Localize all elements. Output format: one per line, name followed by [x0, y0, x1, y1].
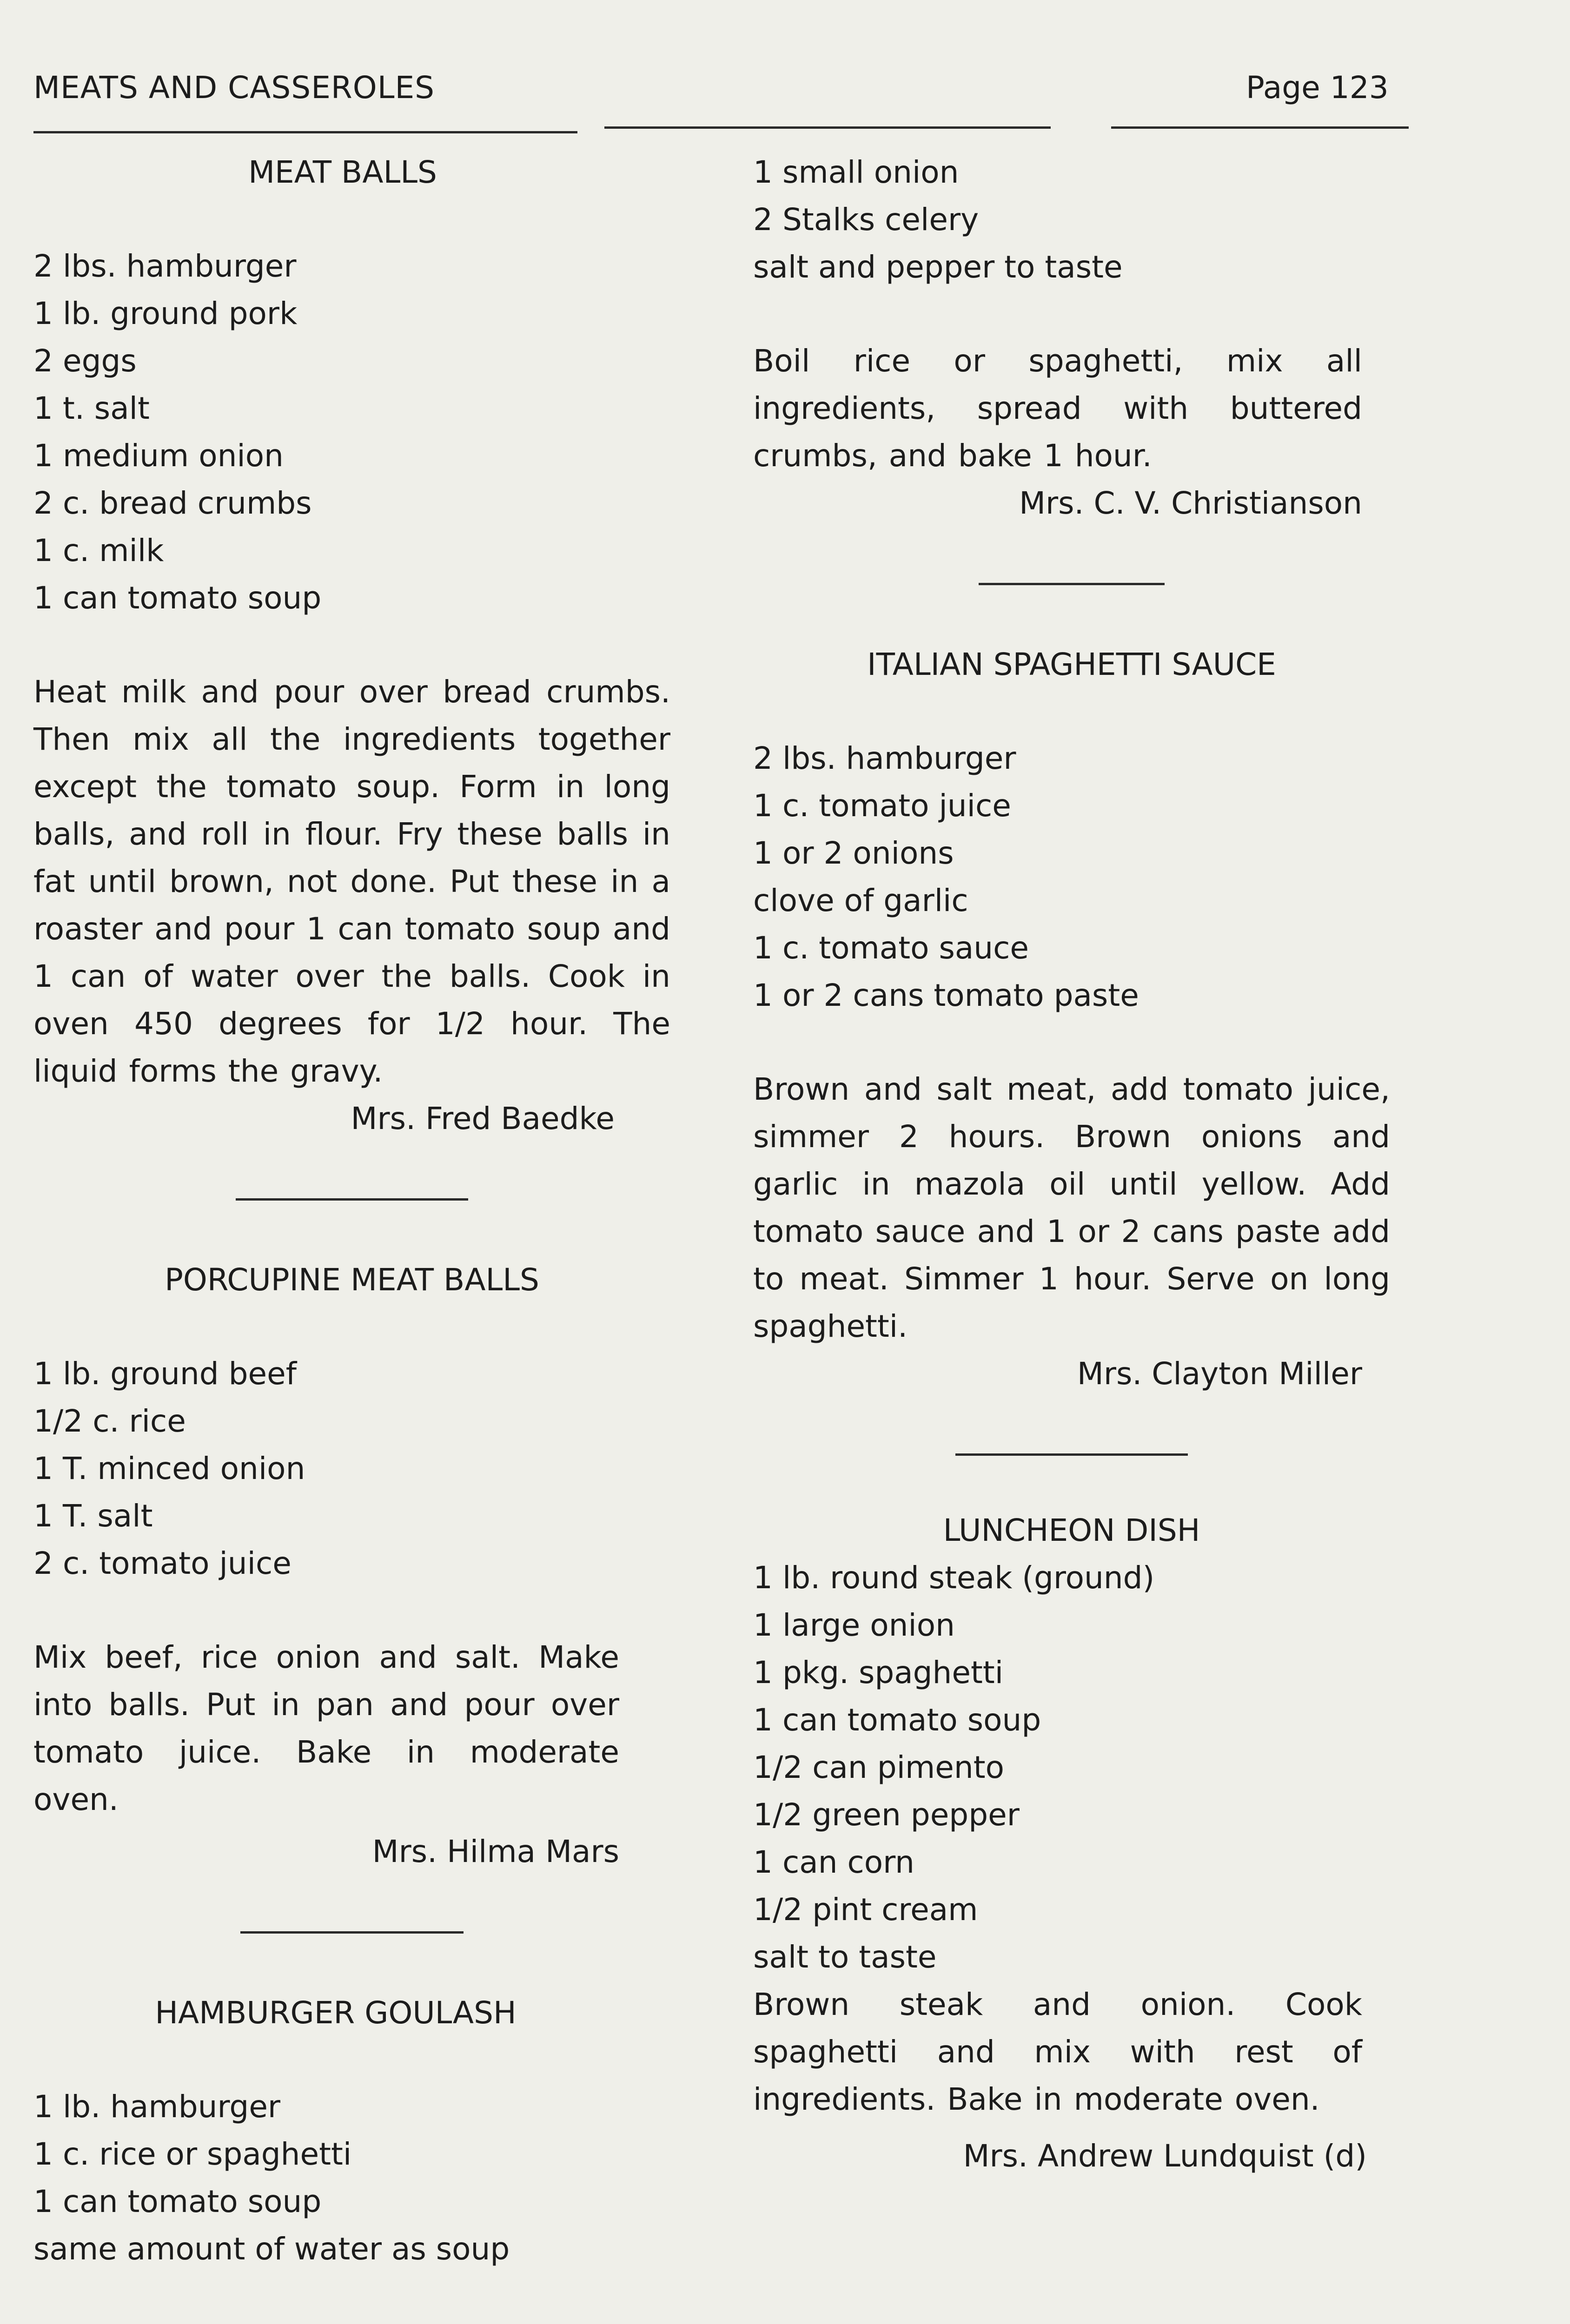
recipe-directions: Brown steak and onion. Cook spaghetti and mix with rest of ingredients. Bake in moderate oven. [753, 1987, 1362, 2117]
recipe-directions: Boil rice or spaghetti, mix all ingredients, spread with buttered crumbs, and bake 1 hour. [753, 343, 1362, 474]
ingredient: 1 can tomato soup [33, 2184, 322, 2219]
ingredient: 2 c. tomato juice [33, 1545, 291, 1581]
ingredient: 1 c. tomato juice [753, 788, 1011, 824]
recipe-hamburger-goulash-continued [753, 149, 1390, 527]
recipe-luncheon-dish [753, 1507, 1390, 2180]
recipe-directions: Brown and salt meat, add tomato juice, simmer 2 hours. Brown onions and garlic in mazola oil until yellow. Add tomato sauce and 1 or 2 cans paste add to meat. Simmer 1 hour. Serve on long spaghetti. [753, 1071, 1390, 1344]
ingredient: 1 T. salt [33, 1498, 153, 1534]
ingredient-list [33, 243, 670, 622]
recipe-meat-balls [33, 149, 670, 1142]
recipe-author: Mrs. C. V. Christianson [1019, 485, 1362, 521]
header-rule-right [1111, 126, 1409, 129]
ingredient: salt to taste [753, 1939, 937, 1975]
ingredient: 1 can tomato soup [753, 1702, 1041, 1738]
header-rule-middle [604, 126, 1051, 129]
header-rule-left [33, 131, 577, 133]
ingredient: 1 c. milk [33, 533, 164, 568]
ingredient: salt and pepper to taste [753, 249, 1123, 285]
ingredient-list [33, 2083, 670, 2273]
section-header: MEATS AND CASSEROLES [33, 70, 435, 106]
ingredient: 1 large onion [753, 1607, 955, 1643]
ingredient: 1 lb. ground beef [33, 1356, 297, 1392]
recipe-directions: Mix beef, rice onion and salt. Make into balls. Put in pan and pour over tomato juice. Bake in moderate oven. [33, 1639, 619, 1817]
ingredient: 1 or 2 onions [753, 835, 954, 871]
ingredient: 2 lbs. hamburger [33, 248, 297, 284]
recipe-directions: Heat milk and pour over bread crumbs. Then mix all the ingredients together except the tomato soup. Form in long balls, and roll in flour. Fry these balls in fat until brown, not done. Put these in a roaster and pour 1 can tomato soup and 1 can of water over the balls. Cook in oven 450 degrees for 1/2 hour. The liquid forms the gravy. [33, 674, 670, 1089]
ingredient: 1 can tomato soup [33, 580, 322, 616]
recipe-author: Mrs. Fred Baedke [351, 1101, 615, 1136]
left-column [33, 149, 670, 2273]
ingredient: 1 lb. hamburger [33, 2089, 281, 2125]
ingredient: 1 lb. round steak (ground) [753, 1560, 1155, 1596]
ingredient: 1 c. tomato sauce [753, 930, 1029, 966]
recipe-porcupine-meat-balls [33, 1256, 670, 1875]
ingredient: 1 or 2 cans tomato paste [753, 977, 1139, 1013]
ingredient: 1 lb. ground pork [33, 296, 298, 331]
ingredient: 1 small onion [753, 154, 959, 190]
ingredient: 2 eggs [33, 343, 137, 379]
recipe-author: Mrs. Andrew Lundquist (d) [963, 2138, 1367, 2174]
right-column [753, 149, 1390, 2180]
recipe-hamburger-goulash [33, 1989, 670, 2273]
ingredient: 1 T. minced onion [33, 1451, 305, 1486]
ingredient: 2 c. bread crumbs [33, 485, 312, 521]
ingredient: 1 c. rice or spaghetti [33, 2136, 352, 2172]
recipe-author: Mrs. Clayton Miller [1077, 1356, 1362, 1392]
ingredient-list [753, 735, 1390, 1019]
ingredient: 1 can corn [753, 1844, 914, 1880]
ingredient: 2 lbs. hamburger [753, 740, 1016, 776]
ingredient: 1/2 c. rice [33, 1403, 186, 1439]
ingredient: 1/2 pint cream [753, 1892, 978, 1928]
recipe-title: MEAT BALLS [248, 154, 437, 190]
recipe-title: HAMBURGER GOULASH [155, 1995, 517, 2031]
ingredient: 1/2 green pepper [753, 1797, 1020, 1833]
ingredient: 1 pkg. spaghetti [753, 1655, 1004, 1690]
recipe-title: ITALIAN SPAGHETTI SAUCE [867, 647, 1276, 682]
ingredient-list [33, 1350, 670, 1587]
recipe-italian-spaghetti-sauce [753, 641, 1390, 1398]
recipe-title: PORCUPINE MEAT BALLS [165, 1262, 539, 1298]
recipe-author: Mrs. Hilma Mars [372, 1834, 619, 1869]
recipe-title: LUNCHEON DISH [943, 1512, 1200, 1548]
ingredient: 1 medium onion [33, 438, 284, 474]
ingredient: 1/2 can pimento [753, 1750, 1004, 1785]
ingredient-list [753, 149, 1390, 291]
ingredient: 2 Stalks celery [753, 202, 979, 238]
ingredient: clove of garlic [753, 883, 968, 918]
ingredient: 1 t. salt [33, 390, 150, 426]
ingredient: same amount of water as soup [33, 2231, 510, 2267]
page-number: Page 123 [1246, 70, 1389, 106]
ingredient-list [753, 1554, 1390, 1981]
